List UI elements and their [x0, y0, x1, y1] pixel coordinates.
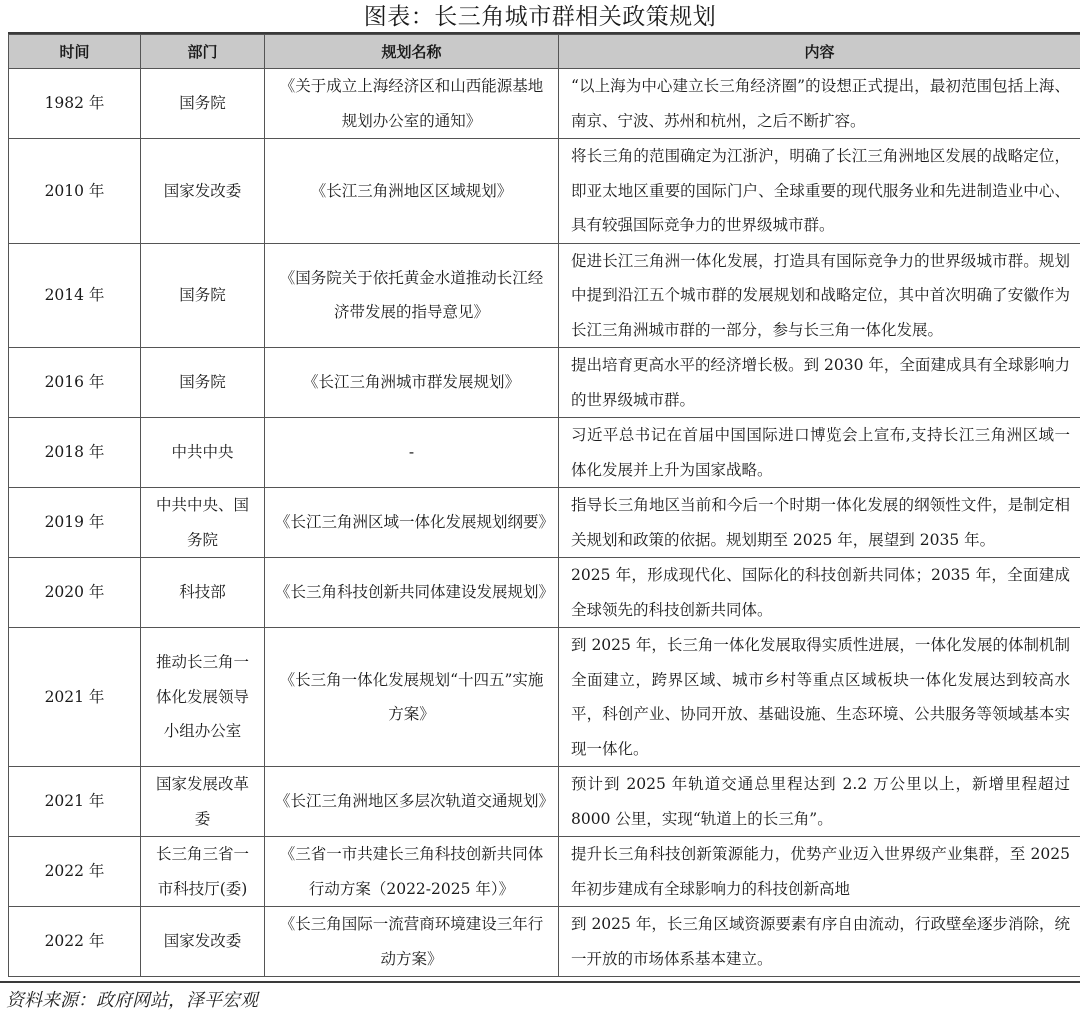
header-content: 内容 [559, 35, 1080, 69]
cell-year: 2021 年 [9, 628, 141, 767]
policy-table [8, 34, 1080, 977]
cell-plan: 《长江三角洲区域一体化发展规划纲要》 [265, 488, 559, 558]
cell-content: 提出培育更高水平的经济增长极。到 2030 年，全面建成具有全球影响力的世界级城市群。 [559, 348, 1080, 418]
cell-dept: 长三角三省一市科技厅(委) [141, 837, 265, 907]
cell-content: 2025 年，形成现代化、国际化的科技创新共同体；2035 年，全面建成全球领先的科技创新共同体。 [559, 558, 1080, 628]
table-row [9, 69, 1080, 139]
cell-content: 促进长江三角洲一体化发展，打造具有国际竞争力的世界级城市群。规划中提到沿江五个城市群的发展规划和战略定位，其中首次明确了安徽作为长江三角洲城市群的一部分，参与长三角一体化发展。 [559, 243, 1080, 348]
cell-dept: 中共中央 [141, 418, 265, 488]
header-time: 时间 [9, 35, 141, 69]
cell-plan: 《长江三角洲城市群发展规划》 [265, 348, 559, 418]
table-row [9, 418, 1080, 488]
cell-content: 提升长三角科技创新策源能力，优势产业迈入世界级产业集群，至 2025 年初步建成有全球影响力的科技创新高地 [559, 837, 1080, 907]
cell-year: 2020 年 [9, 558, 141, 628]
table-header-row [9, 35, 1080, 69]
cell-content: 将长三角的范围确定为江浙沪，明确了长江三角洲地区发展的战略定位，即亚太地区重要的国际门户、全球重要的现代服务业和先进制造业中心、具有较强国际竞争力的世界级城市群。 [559, 139, 1080, 244]
cell-content: 指导长三角地区当前和今后一个时期一体化发展的纲领性文件，是制定相关规划和政策的依据。规划期至 2025 年，展望到 2035 年。 [559, 488, 1080, 558]
source-note: 资料来源：政府网站，泽平宏观 [6, 990, 258, 1011]
cell-plan: 《长江三角洲地区区域规划》 [265, 139, 559, 244]
cell-plan: 《关于成立上海经济区和山西能源基地规划办公室的通知》 [265, 69, 559, 139]
table-row [9, 243, 1080, 348]
cell-dept: 国务院 [141, 348, 265, 418]
table-title: 图表：长三角城市群相关政策规划 [363, 4, 717, 30]
cell-dept: 国家发展改革委 [141, 767, 265, 837]
cell-dept: 国务院 [141, 69, 265, 139]
table-row [9, 558, 1080, 628]
cell-year: 2021 年 [9, 767, 141, 837]
table-row [9, 837, 1080, 907]
table-row [9, 348, 1080, 418]
cell-dept: 国家发改委 [141, 139, 265, 244]
table-row [9, 628, 1080, 767]
cell-content: 习近平总书记在首届中国国际进口博览会上宣布,支持长江三角洲区域一体化发展并上升为国家战略。 [559, 418, 1080, 488]
cell-year: 1982 年 [9, 69, 141, 139]
cell-plan: 《长三角一体化发展规划“十四五”实施方案》 [265, 628, 559, 767]
cell-content: 到 2025 年，长三角区域资源要素有序自由流动，行政壁垒逐步消除，统一开放的市场体系基本建立。 [559, 907, 1080, 977]
cell-content: 预计到 2025 年轨道交通总里程达到 2.2 万公里以上，新增里程超过 8000 公里，实现“轨道上的长三角”。 [559, 767, 1080, 837]
cell-plan: 《长江三角洲地区多层次轨道交通规划》 [265, 767, 559, 837]
cell-dept: 推动长三角一体化发展领导小组办公室 [141, 628, 265, 767]
cell-dept: 中共中央、国务院 [141, 488, 265, 558]
cell-year: 2022 年 [9, 837, 141, 907]
cell-year: 2010 年 [9, 139, 141, 244]
cell-plan: - [265, 418, 559, 488]
header-plan: 规划名称 [265, 35, 559, 69]
cell-plan: 《长三角科技创新共同体建设发展规划》 [265, 558, 559, 628]
cell-content: “以上海为中心建立长三角经济圈”的设想正式提出，最初范围包括上海、南京、宁波、苏州和杭州，之后不断扩容。 [559, 69, 1080, 139]
policy-table-container [8, 32, 1080, 977]
table-row [9, 767, 1080, 837]
cell-dept: 国家发改委 [141, 907, 265, 977]
cell-year: 2016 年 [9, 348, 141, 418]
cell-dept: 国务院 [141, 243, 265, 348]
bottom-divider [0, 981, 1080, 983]
cell-dept: 科技部 [141, 558, 265, 628]
cell-content: 到 2025 年，长三角一体化发展取得实质性进展，一体化发展的体制机制全面建立，跨界区域、城市乡村等重点区域板块一体化发展达到较高水平，科创产业、协同开放、基础设施、生态环境、公共服务等领域基本实现一体化。 [559, 628, 1080, 767]
cell-plan: 《长三角国际一流营商环境建设三年行动方案》 [265, 907, 559, 977]
header-dept: 部门 [141, 35, 265, 69]
cell-year: 2018 年 [9, 418, 141, 488]
cell-year: 2014 年 [9, 243, 141, 348]
cell-year: 2019 年 [9, 488, 141, 558]
table-row [9, 139, 1080, 244]
table-row [9, 488, 1080, 558]
cell-year: 2022 年 [9, 907, 141, 977]
table-row [9, 907, 1080, 977]
cell-plan: 《国务院关于依托黄金水道推动长江经济带发展的指导意见》 [265, 243, 559, 348]
cell-plan: 《三省一市共建长三角科技创新共同体行动方案（2022-2025 年）》 [265, 837, 559, 907]
